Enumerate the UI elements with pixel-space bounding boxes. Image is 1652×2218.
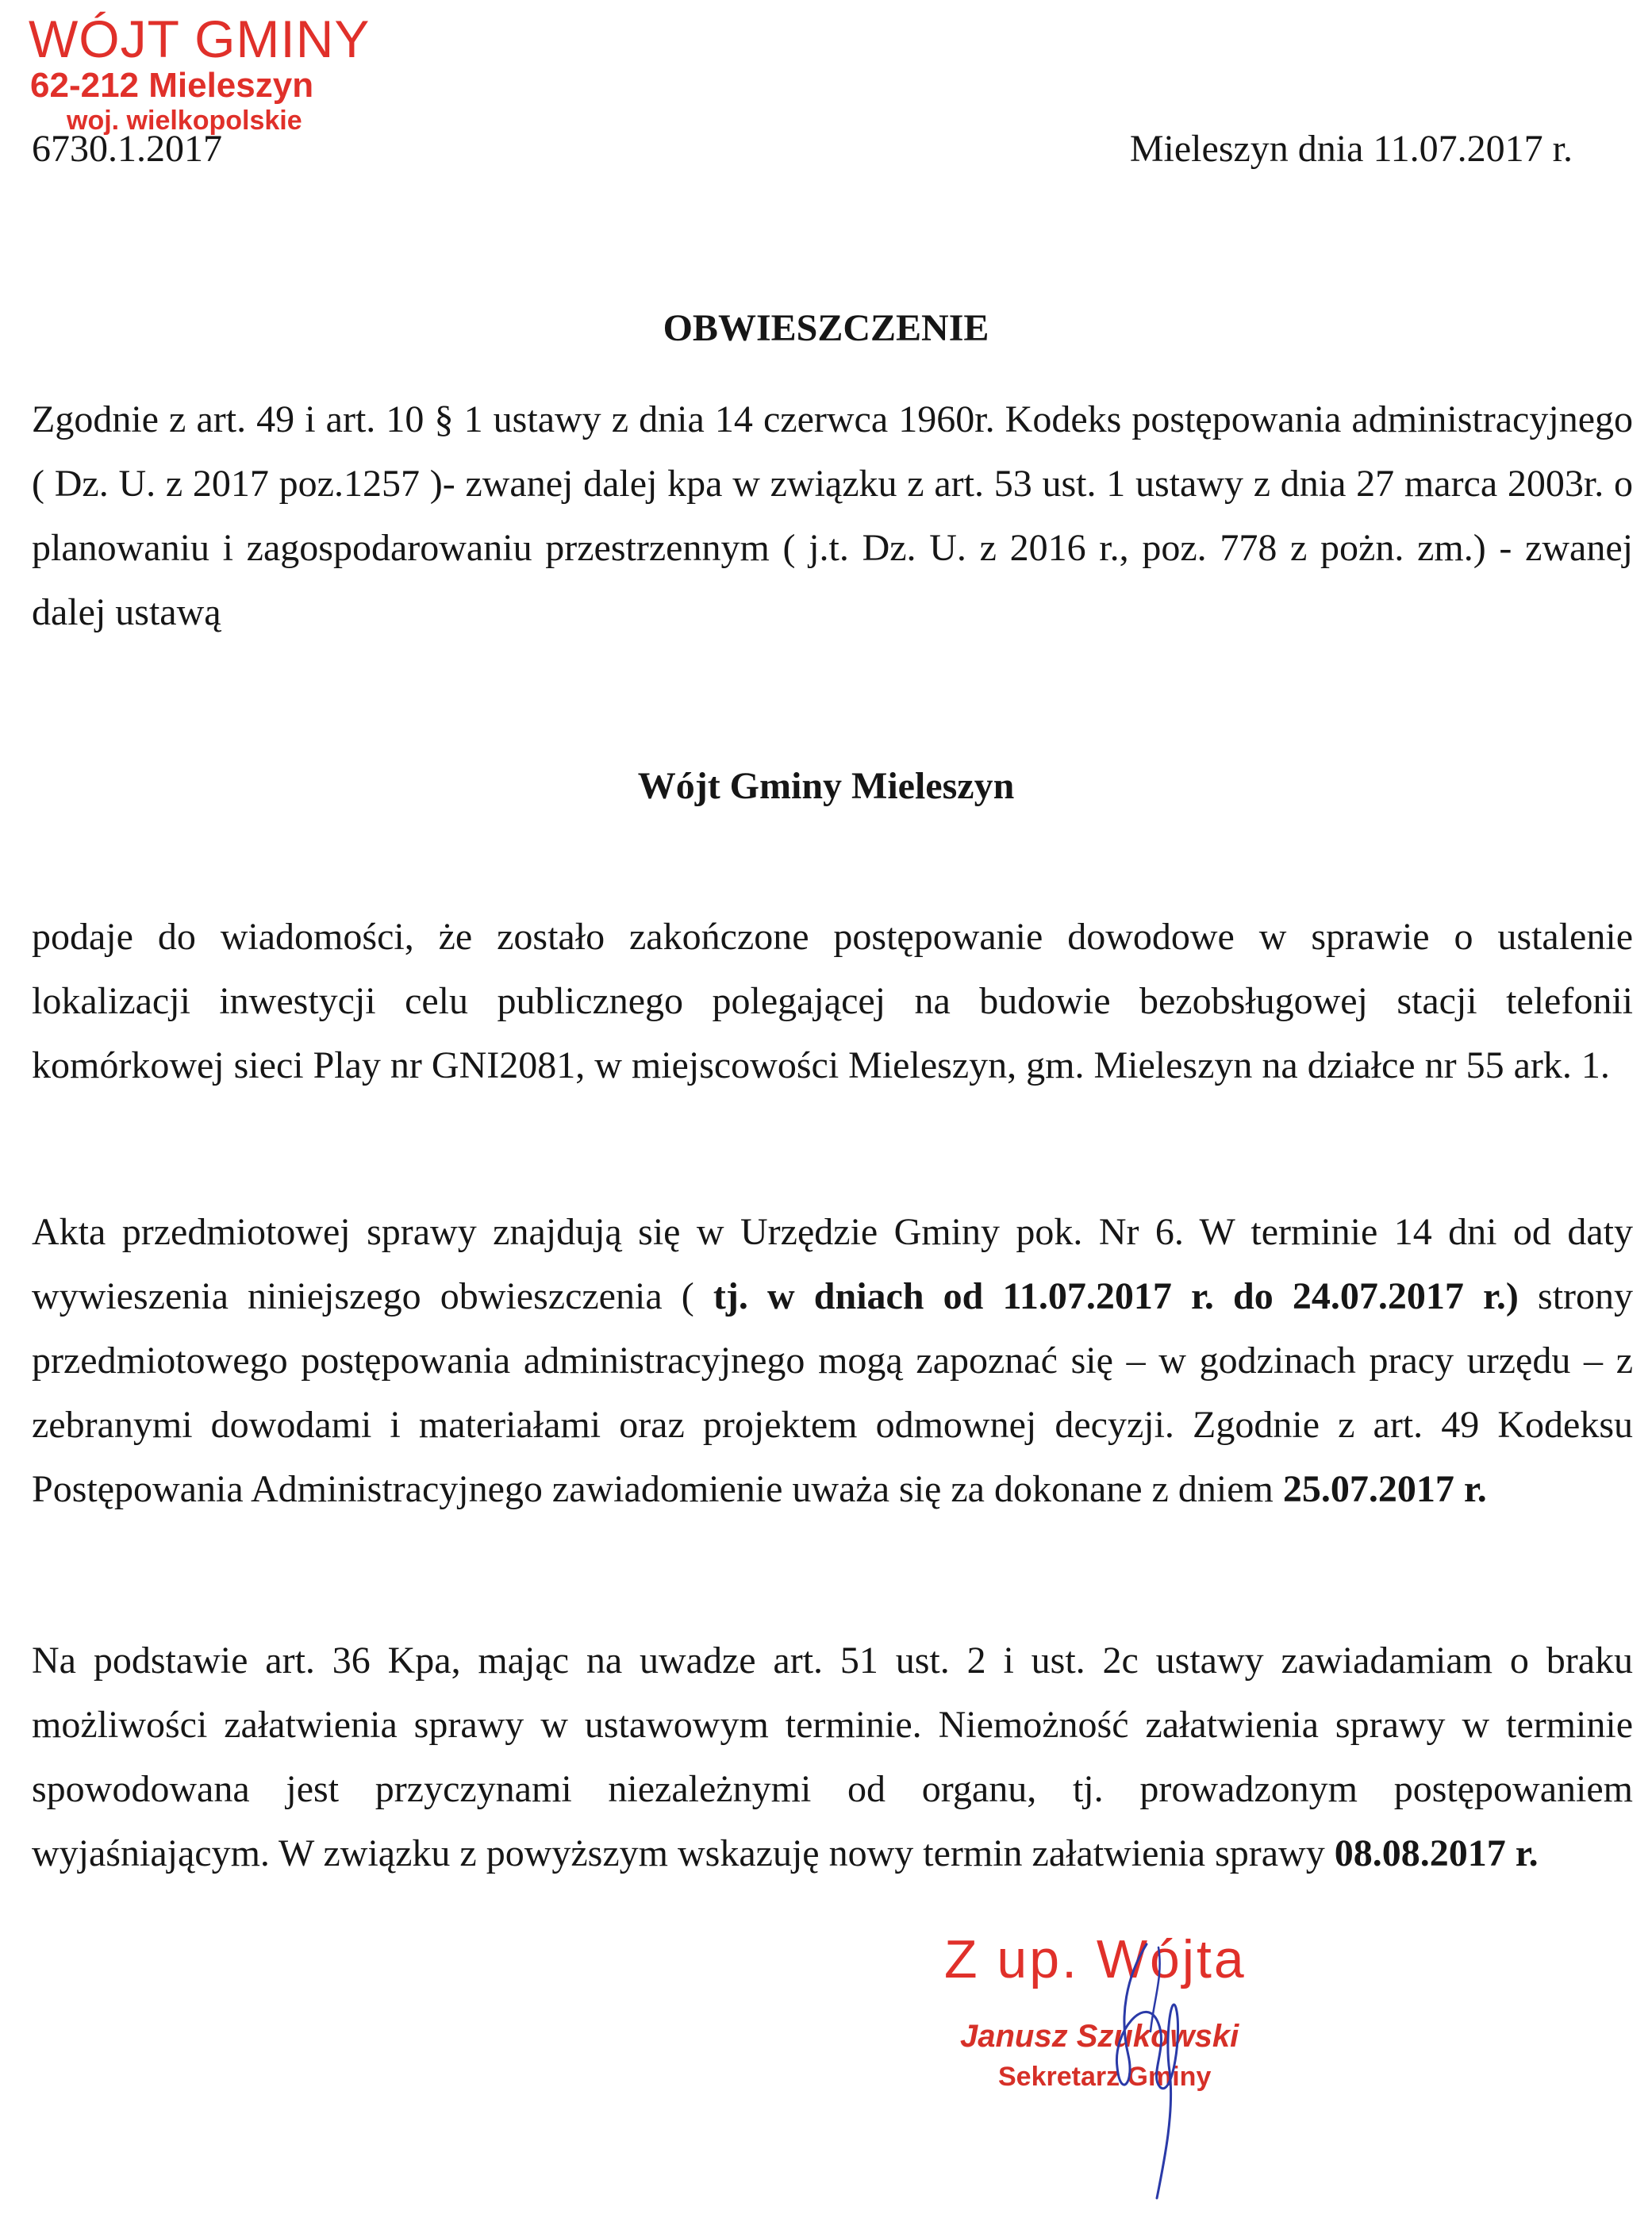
case-files-text-2: strony przedmiotowego postępowania administracyjnego mogą zapoznać się – w godzinach pracy urzędu – z zebranymi dowodami i materiałami oraz projektem odmownej decyzji. Zgodnie z art. 49 Kodeksu Postępowania Administracyjnego zawiadomienie uważa się za dokonane z dniem [32,1275,1634,1510]
legal-basis-paragraph: Zgodnie z art. 49 i art. 10 § 1 ustawy z dnia 14 czerwca 1960r. Kodeks postępowania administracyjnego ( Dz. U. z 2017 poz.1257 )- zwanej dalej kpa w związku z art. 53 ust. 1 ustawy z dnia 27 marca 2003r. o planowaniu i zagospodarowaniu przestrzennym ( j.t. Dz. U. z 2016 r., poz. 778 z pożn. zm.) - zwanej dalej ustawą [32,398,1633,633]
inspection-period: tj. w dniach od 11.07.2017 r. do 24.07.2017 r.) [713,1275,1519,1317]
stamp-title: WÓJT GMINY [29,10,371,68]
authority-heading: Wójt Gminy Mieleszyn [637,765,1015,807]
handwritten-signature [1071,1928,1214,2206]
delay-paragraph [32,1628,1633,1885]
signature-stamp-position: Sekretarz Gminy [998,2062,1212,2092]
document-title: OBWIESZCZENIE [663,307,989,349]
place-and-date: Mieleszyn dnia 11.07.2017 r. [1129,128,1573,170]
new-deadline-date: 08.08.2017 r. [1334,1832,1539,1874]
notification-date: 25.07.2017 r. [1282,1468,1487,1510]
case-files-text-1: Akta przedmiotowej sprawy znajdują się w Urzędzie Gminy pok. Nr 6. W terminie 14 dni od daty wywieszenia niniejszego obwieszczenia ( [32,1211,1633,1317]
stamp-voivodeship: woj. wielkopolskie [67,106,302,136]
signature-stamp [928,1928,1404,2206]
stamp-postal-address: 62-212 Mieleszyn [30,66,314,105]
office-stamp [29,11,394,136]
notice-body-paragraph: podaje do wiadomości, że zostało zakończone postępowanie dowodowe w sprawie o ustalenie lokalizacji inwestycji celu publicznego polegającej na budowie bezobsługowej stacji telefonii komórkowej sieci Play nr GNI2081, w miejscowości Mieleszyn, gm. Mieleszyn na działce nr 55 ark. 1. [32,916,1633,1086]
signature-stamp-name: Janusz Szukowski [960,2019,1239,2054]
signature-stamp-authorization: Z up. Wójta [944,1929,1247,1989]
case-files-paragraph [32,1200,1633,1521]
delay-text: Na podstawie art. 36 Kpa, mając na uwadze art. 51 ust. 2 i ust. 2c ustawy zawiadamiam o braku możliwości załatwienia sprawy w ustawowym terminie. Niemożność załatwienia sprawy w terminie spowodowana jest przyczynami niezależnymi od organu, tj. prowadzonym postępowaniem wyjaśniającym. W związku z powyższym wskazuję nowy termin załatwienia sprawy [32,1639,1633,1874]
reference-number: 6730.1.2017 [32,128,222,170]
